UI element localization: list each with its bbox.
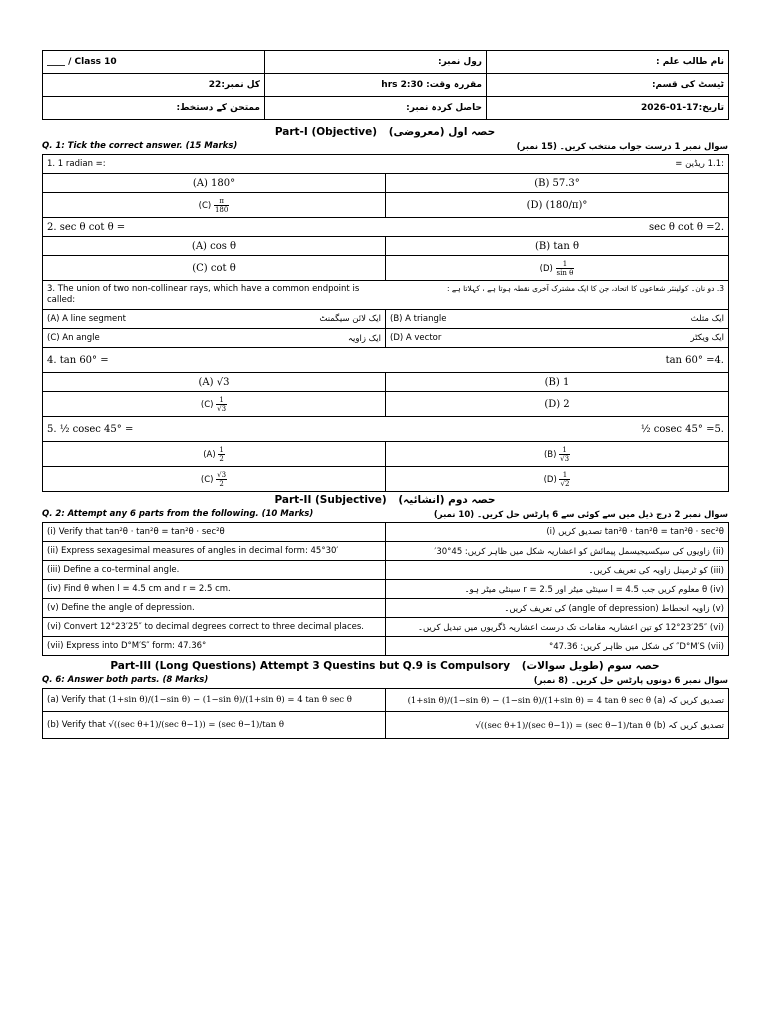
option-b: (B) 57.3°: [534, 177, 580, 189]
short-question-en: (ii) Express sexagesimal measures of angles in decimal form: 45°30′: [43, 542, 386, 561]
frac-num: 1: [559, 446, 570, 455]
fraction: [216, 396, 227, 413]
mcq3-text-ur: 3. دو نان۔ کولینئر شعاعوں کا اتحاد، جن کا ایک مشترک آخری نقطہ ہوتا ہے ، کہلاتا ہے :: [447, 284, 724, 293]
q2-instruction-en: Q. 2: Attempt any 6 parts from the following. (10 Marks): [42, 509, 314, 519]
test-type-label: ٹیسٹ کی قسم:: [487, 74, 729, 97]
short-question-en: (iii) Define a co-terminal angle.: [43, 561, 386, 580]
student-name-label: نام طالب علم :: [487, 51, 729, 74]
option-d-label: (D): [543, 474, 557, 485]
part1-title-ur: حصہ اول (معروضی): [388, 126, 496, 138]
part3-title-ur: حصہ سوم (طویل سوالات): [521, 660, 660, 672]
short-question-ur: (vii) D°M′S″ کی شکل میں ظاہر کریں: 47.36°: [386, 637, 729, 656]
q6-instruction: [42, 675, 728, 686]
fraction: [218, 446, 224, 463]
option-b: (B) 1: [544, 376, 570, 388]
option-b-ur: ایک مثلث: [690, 314, 724, 324]
q6a-formula-ur: (1+sin θ)/(1−sin θ) − (1−sin θ)/(1+sin θ) = 4 tan θ sec θ: [407, 695, 652, 706]
frac-den: √2: [560, 479, 570, 488]
q6a-formula-en: (1+sin θ)/(1−sin θ) − (1−sin θ)/(1+sin θ) = 4 tan θ sec θ: [108, 695, 352, 705]
short-question-row: [43, 637, 729, 656]
part3-title-en: Part-III (Long Questions) Attempt 3 Questins but Q.9 is Compulsory: [110, 660, 511, 672]
q1-instruction-ur: سوال نمبر 1 درست جواب منتخب کریں۔ (15 نمبر): [516, 142, 728, 152]
short-question-ur: (v) زاویہ انحطاط (angle of depression) کی تعریف کریں۔: [386, 599, 729, 618]
short-question-ur: tan²θ · tan²θ = tan²θ · sec²θ تصدیق کریں (i): [386, 523, 729, 542]
option-c-label: (C): [200, 399, 214, 410]
mcq-option[interactable]: [386, 310, 729, 329]
option-a: (A) cos θ: [191, 240, 237, 252]
short-question-row: [43, 599, 729, 618]
mcq-option[interactable]: [386, 442, 729, 467]
header-table: [42, 50, 729, 120]
mcq-option[interactable]: [43, 442, 386, 467]
option-a: (A) 180°: [192, 177, 236, 189]
q1-instruction: [42, 141, 728, 152]
option-a: (A) A line segment: [47, 314, 126, 324]
option-d-label: (D): [539, 263, 553, 274]
class-label: ____ / Class 10: [43, 51, 265, 74]
short-question-en: (v) Define the angle of depression.: [43, 599, 386, 618]
fraction: [556, 260, 575, 277]
frac-den: √3: [560, 454, 570, 463]
q6-instruction-en: Q. 6: Answer both parts. (8 Marks): [42, 675, 209, 685]
fraction: [216, 471, 227, 488]
mcq-option[interactable]: [386, 373, 729, 392]
long-question-row-ur: [386, 689, 729, 712]
long-questions-table: [42, 688, 729, 739]
mcq-option[interactable]: [43, 329, 386, 348]
short-question-ur: (vi) 12°23′25″ کو تین اعشاریہ مقامات تک درست اعشاریہ ڈگریوں میں تبدیل کریں۔: [386, 618, 729, 637]
short-question-row: [43, 580, 729, 599]
short-question-en: (i) Verify that tan²θ · tan²θ = tan²θ · sec²θ: [43, 523, 386, 542]
mcq-option[interactable]: [386, 193, 729, 218]
q6b-label-ur: تصدیق کریں کہ (b): [653, 720, 724, 731]
short-question-en: (iv) Find θ when l = 4.5 cm and r = 2.5 cm.: [43, 580, 386, 599]
q6b-formula-en: √((sec θ+1)/(sec θ−1)) = (sec θ−1)/tan θ: [108, 720, 284, 730]
part2-title-ur: حصہ دوم (انشائیہ): [398, 494, 496, 506]
option-b: (B) tan θ: [535, 240, 579, 252]
mcq-option[interactable]: [43, 310, 386, 329]
date-label: تاریخ:17-01-2026: [487, 97, 729, 120]
short-question-row: [43, 542, 729, 561]
frac-den: sin θ: [556, 268, 574, 277]
mcq-option[interactable]: [43, 256, 386, 281]
mcq4-text-en: 4. tan 60° =: [47, 354, 109, 366]
option-c-label: (C): [198, 200, 212, 211]
q6b-formula-ur: √((sec θ+1)/(sec θ−1)) = (sec θ−1)/tan θ: [475, 720, 651, 731]
frac-num: 1: [216, 396, 227, 405]
mcq5-text-en: 5. ½ cosec 45° =: [47, 423, 134, 435]
frac-num: 1: [556, 260, 575, 269]
mcq-option[interactable]: [386, 392, 729, 417]
option-a-label: (A): [203, 449, 216, 460]
long-question-row: [43, 689, 386, 712]
mcq-question: [43, 218, 729, 237]
option-c-label: (C): [200, 474, 214, 485]
obtained-marks-label: حاصل کردہ نمبر:: [265, 97, 487, 120]
mcq-option[interactable]: [43, 467, 386, 492]
option-a: (A) √3: [198, 376, 230, 388]
part2-title-en: Part-II (Subjective): [274, 494, 387, 506]
q1-instruction-en: Q. 1: Tick the correct answer. (15 Marks): [42, 141, 238, 151]
mcq-option[interactable]: [43, 174, 386, 193]
mcq3-text-en: [47, 284, 359, 306]
option-c: (C) An angle: [47, 332, 100, 343]
option-b: (B) A triangle: [390, 314, 447, 324]
mcq-option[interactable]: [43, 392, 386, 417]
mcq-option[interactable]: [386, 174, 729, 193]
part1-title-en: Part-I (Objective): [274, 126, 378, 138]
q2-instruction: [42, 509, 728, 520]
long-question-row: [43, 712, 386, 739]
part1-title: [42, 126, 728, 138]
mcq-option[interactable]: [386, 237, 729, 256]
mcq3-line1: 3. The union of two non-collinear rays, which have a common endpoint is: [47, 284, 360, 294]
mcq-question: [43, 348, 729, 373]
option-d: (D) 2: [544, 398, 570, 410]
time-label: مقررہ وقت: 2:30 hrs: [265, 74, 487, 97]
mcq1-text-ur: :1.1 ریڈین =: [675, 159, 724, 169]
examiner-sign-label: ممتحن کے دستخط:: [43, 97, 265, 120]
q2-instruction-ur: سوال نمبر 2 درج ذیل میں سے کوئی سے 6 پارٹس حل کریں۔ (10 نمبر): [433, 510, 728, 520]
exam-paper: [42, 50, 728, 739]
short-question-en: (vi) Convert 12°23′25″ to decimal degrees correct to three decimal places.: [43, 618, 386, 637]
mcq-table: [42, 154, 729, 492]
q6a-label-en: (a) Verify that: [47, 695, 106, 705]
long-question-row-ur: [386, 712, 729, 739]
fraction: [559, 471, 570, 488]
part2-title: [42, 494, 728, 506]
option-c: (C) cot θ: [192, 262, 236, 274]
mcq1-text-en: 1. 1 radian =:: [47, 159, 106, 169]
mcq3-line2: called:: [47, 295, 76, 305]
frac-num: √3: [217, 470, 227, 479]
short-question-row: [43, 618, 729, 637]
short-question-ur: (ii) زاویوں کی سیکسیجیسمل پیمائش کو اعشاریہ شکل میں ظاہر کریں: 45°30′: [386, 542, 729, 561]
mcq-option[interactable]: [43, 373, 386, 392]
option-d: (D) A vector: [390, 333, 442, 343]
mcq-option[interactable]: [386, 329, 729, 348]
roll-number-label: رول نمبر:: [265, 51, 487, 74]
frac-den: 180: [214, 205, 229, 214]
q6b-label-en: (b) Verify that: [47, 720, 106, 730]
mcq2-text-ur: sec θ cot θ =2.: [649, 221, 724, 233]
mcq-question: [43, 155, 729, 174]
mcq-option[interactable]: [386, 467, 729, 492]
option-a-ur: ایک لائن سیگمنٹ: [319, 314, 381, 324]
short-question-row: [43, 561, 729, 580]
frac-den: √3: [217, 404, 227, 413]
option-b-label: (B): [543, 449, 557, 460]
mcq2-text-en: 2. sec θ cot θ =: [47, 221, 126, 233]
frac-num: 1: [219, 445, 224, 454]
frac-den: 2: [219, 454, 224, 463]
mcq-question: [43, 417, 729, 442]
short-question-row: [43, 523, 729, 542]
option-c-ur: ایک زاویہ: [348, 333, 381, 344]
option-d: (D) (180/π)°: [526, 199, 588, 211]
frac-num: 1: [559, 471, 570, 480]
short-question-ur: (iii) کو ٹرمینل زاویہ کی تعریف کریں۔: [386, 561, 729, 580]
short-question-en: (vii) Express into D°M′S″ form: 47.36°: [43, 637, 386, 656]
mcq4-text-ur: tan 60° =4.: [665, 354, 724, 366]
fraction: [559, 446, 570, 463]
option-d-ur: ایک ویکٹر: [690, 333, 724, 343]
mcq-question: [43, 281, 729, 310]
mcq5-text-ur: ½ cosec 45° =5.: [640, 423, 724, 435]
mcq-option[interactable]: [43, 193, 386, 218]
frac-den: 2: [219, 479, 224, 488]
frac-num: π: [214, 197, 229, 206]
short-question-ur: (iv) θ معلوم کریں جب l = 4.5 سینٹی میٹر اور r = 2.5 سینٹی میٹر ہو۔: [386, 580, 729, 599]
part3-title: [42, 660, 728, 672]
mcq-option[interactable]: [43, 237, 386, 256]
q6-instruction-ur: سوال نمبر 6 دونوں پارٹس حل کریں۔ (8 نمبر): [533, 676, 728, 686]
fraction: [214, 197, 229, 214]
short-questions-table: [42, 522, 729, 656]
q6a-label-ur: تصدیق کریں کہ (a): [653, 695, 724, 706]
mcq-option[interactable]: [386, 256, 729, 281]
total-marks-label: کل نمبر:22: [43, 74, 265, 97]
